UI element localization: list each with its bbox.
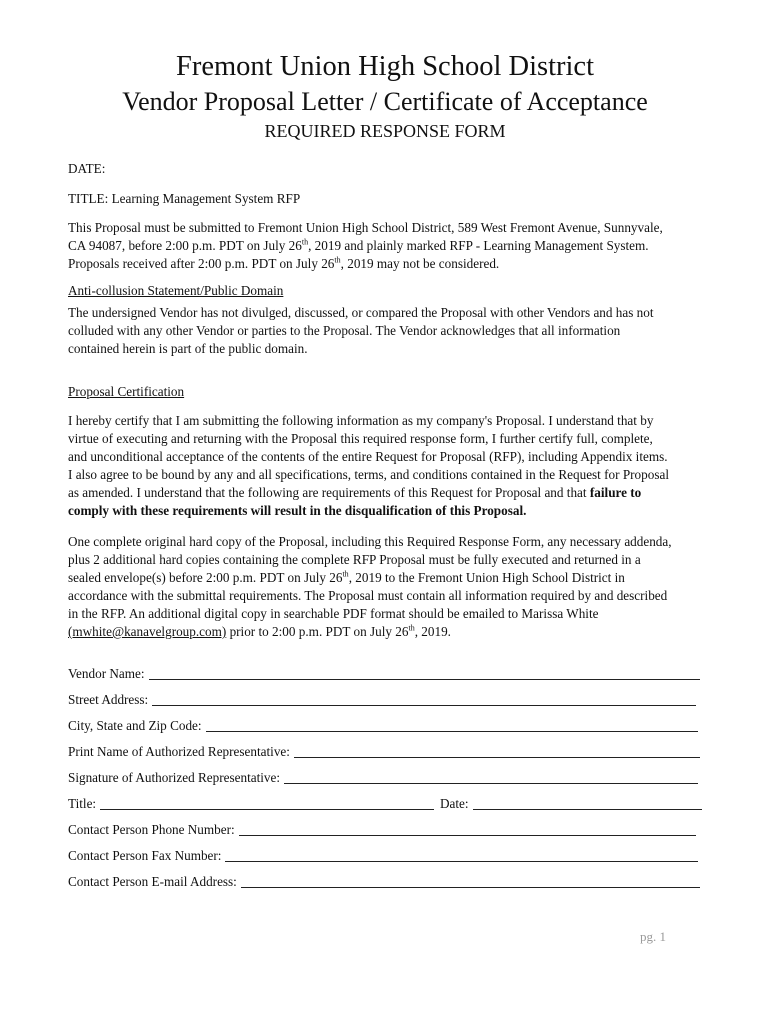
fax-field[interactable]: Contact Person Fax Number: — [68, 847, 698, 865]
date-line[interactable] — [473, 796, 702, 810]
rfp-title-line: TITLE: Learning Management System RFP — [68, 191, 301, 206]
title-line[interactable] — [100, 796, 434, 810]
vendor-name-field[interactable]: Vendor Name: — [68, 665, 700, 683]
fax-line[interactable] — [225, 848, 698, 862]
certification-paragraph: I hereby certify that I am submitting the following information as my company's Proposal. I understand that by virtue of executing and returning with the Proposal this required response form, I further certify full, complete, and unconditional acceptance of the contents of the entire Request for Proposal (RFP), including Appendix items. I also agree to be bound by any and all specifications, terms, and conditions contained in the Request for Proposal as amended. I understand that the following are requirements of this Request for Proposal and that failure to comply with these requirements will result in the disqualification of this Proposal. — [68, 413, 669, 518]
date-field[interactable]: Date: — [440, 795, 702, 813]
signature-field[interactable]: Signature of Authorized Representative: — [68, 769, 698, 787]
vendor-name-line[interactable] — [149, 666, 700, 680]
print-name-field[interactable]: Print Name of Authorized Representative: — [68, 743, 700, 761]
print-name-line[interactable] — [294, 744, 700, 758]
submission-line-1: This Proposal must be submitted to Fremont Union High School District, 589 West Fremont Avenue, Sunnyvale, — [68, 220, 663, 235]
form-subtitle: REQUIRED RESPONSE FORM — [264, 121, 506, 141]
district-heading: Fremont Union High School District — [176, 51, 594, 82]
page-number: pg. 1 — [640, 929, 666, 944]
submission-line-2: CA 94087, before 2:00 p.m. PDT on July 26th, 2019 and plainly marked RFP - Learning Management System. — [68, 237, 649, 253]
street-address-field[interactable]: Street Address: — [68, 691, 696, 709]
submission-paragraph — [68, 219, 708, 273]
anti-collusion-paragraph: The undersigned Vendor has not divulged, discussed, or compared the Proposal with other Vendors and has not colluded with any other Vendor or parties to the Proposal. The Vendor acknowledges that all information contained herein is part of the public domain. — [68, 305, 654, 356]
form-title: Vendor Proposal Letter / Certificate of Acceptance — [122, 87, 648, 116]
submission-line-3: Proposals received after 2:00 p.m. PDT on July 26th, 2019 may not be considered. — [68, 255, 500, 271]
date-label: DATE: — [68, 161, 106, 176]
anti-collusion-heading: Anti-collusion Statement/Public Domain — [68, 283, 284, 298]
phone-line[interactable] — [239, 822, 696, 836]
copies-paragraph: One complete original hard copy of the Proposal, including this Required Response Form, any necessary addenda, plus 2 additional hard copies containing the complete RFP Proposal must be fully executed and returned in a sealed envelope(s) before 2:00 p.m. PDT on July 26th, 2019 to the Fremont Union High School District in accordance with the submittal requirements. The Proposal must contain all information required by and described in the RFP. An additional digital copy in searchable PDF format should be emailed to Marissa White (mwhite@kanavelgroup.com) prior to 2:00 p.m. PDT on July 26th, 2019. — [68, 534, 672, 639]
email-link[interactable]: (mwhite@kanavelgroup.com) — [68, 624, 227, 639]
signature-line[interactable] — [284, 770, 698, 784]
street-address-line[interactable] — [152, 692, 696, 706]
certification-heading: Proposal Certification — [68, 384, 185, 399]
title-field[interactable]: Title: — [68, 795, 434, 813]
city-state-zip-line[interactable] — [206, 718, 698, 732]
email-line[interactable] — [241, 874, 700, 888]
city-state-zip-field[interactable]: City, State and Zip Code: — [68, 717, 698, 735]
email-field[interactable]: Contact Person E-mail Address: — [68, 873, 700, 891]
phone-field[interactable]: Contact Person Phone Number: — [68, 821, 696, 839]
